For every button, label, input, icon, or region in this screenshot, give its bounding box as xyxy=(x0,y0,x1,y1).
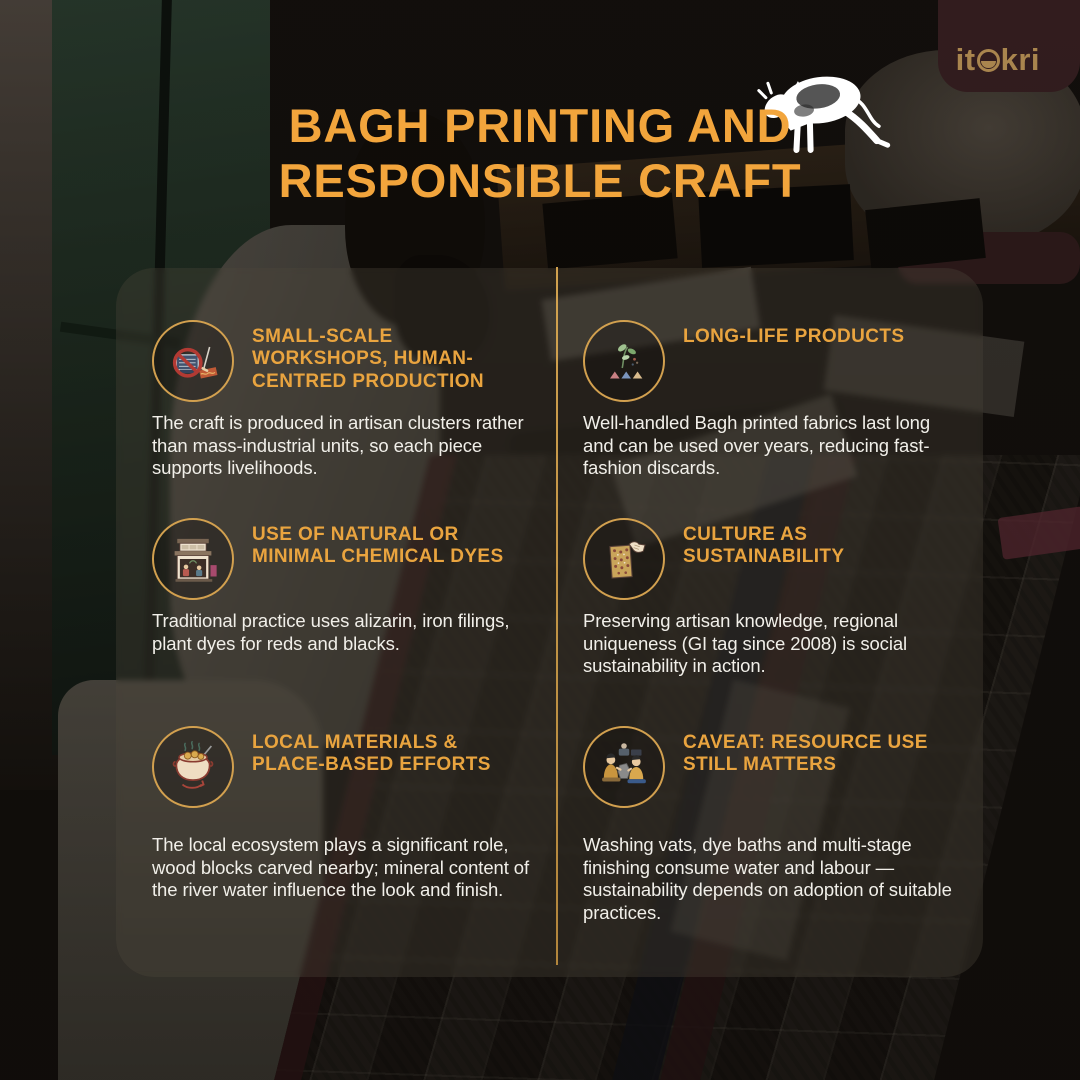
section-small-scale-workshops xyxy=(152,320,552,480)
section-natural-dyes xyxy=(152,518,552,655)
no-mass-production-icon xyxy=(152,320,234,402)
section-title: USE OF NATURAL OR MINIMAL CHEMICAL DYES xyxy=(252,524,504,568)
page-title xyxy=(115,98,965,209)
section-local-materials xyxy=(152,726,552,902)
logo-text-prefix: it xyxy=(955,42,976,77)
column-divider-line xyxy=(556,267,558,965)
section-body: The local ecosystem plays a significant role, wood blocks carved nearby; mineral content of the river water influence the look and finish. xyxy=(152,834,530,901)
itokri-logo xyxy=(956,44,1040,75)
dye-pot-icon xyxy=(152,726,234,808)
title-line-2: RESPONSIBLE CRAFT xyxy=(278,154,802,208)
hand-holding-fabric-icon xyxy=(583,518,665,600)
logo-o-icon xyxy=(977,49,1000,72)
section-title: SMALL-SCALE WORKSHOPS, HUMAN-CENTRED PRODUCTION xyxy=(252,326,485,392)
artisans-working-icon xyxy=(583,726,665,808)
section-culture-sustainability xyxy=(583,518,968,678)
section-body: Washing vats, dye baths and multi-stage finishing consume water and labour — sustainability depends on adoption of suitable practices. xyxy=(583,834,952,923)
section-long-life-products xyxy=(583,320,968,480)
plant-sprig-icon xyxy=(583,320,665,402)
title-line-1: BAGH PRINTING AND xyxy=(288,99,792,152)
section-caveat-resource-use xyxy=(583,726,968,924)
section-title: CULTURE AS SUSTAINABILITY xyxy=(683,524,845,568)
section-title: LONG-LIFE PRODUCTS xyxy=(683,326,905,347)
section-body: Traditional practice uses alizarin, iron filings, plant dyes for reds and blacks. xyxy=(152,610,510,654)
section-body: The craft is produced in artisan clusters rather than mass-industrial units, so each piece supports livelihoods. xyxy=(152,412,524,479)
section-body: Well-handled Bagh printed fabrics last long and can be used over years, reducing fast-fashion discards. xyxy=(583,412,931,479)
section-title: LOCAL MATERIALS & PLACE-BASED EFFORTS xyxy=(252,732,491,776)
workshop-building-icon xyxy=(152,518,234,600)
section-body: Preserving artisan knowledge, regional uniqueness (GI tag since 2008) is social sustainability in action. xyxy=(583,610,908,677)
logo-text-suffix: kri xyxy=(1000,42,1040,77)
section-title: CAVEAT: RESOURCE USE STILL MATTERS xyxy=(683,732,928,776)
